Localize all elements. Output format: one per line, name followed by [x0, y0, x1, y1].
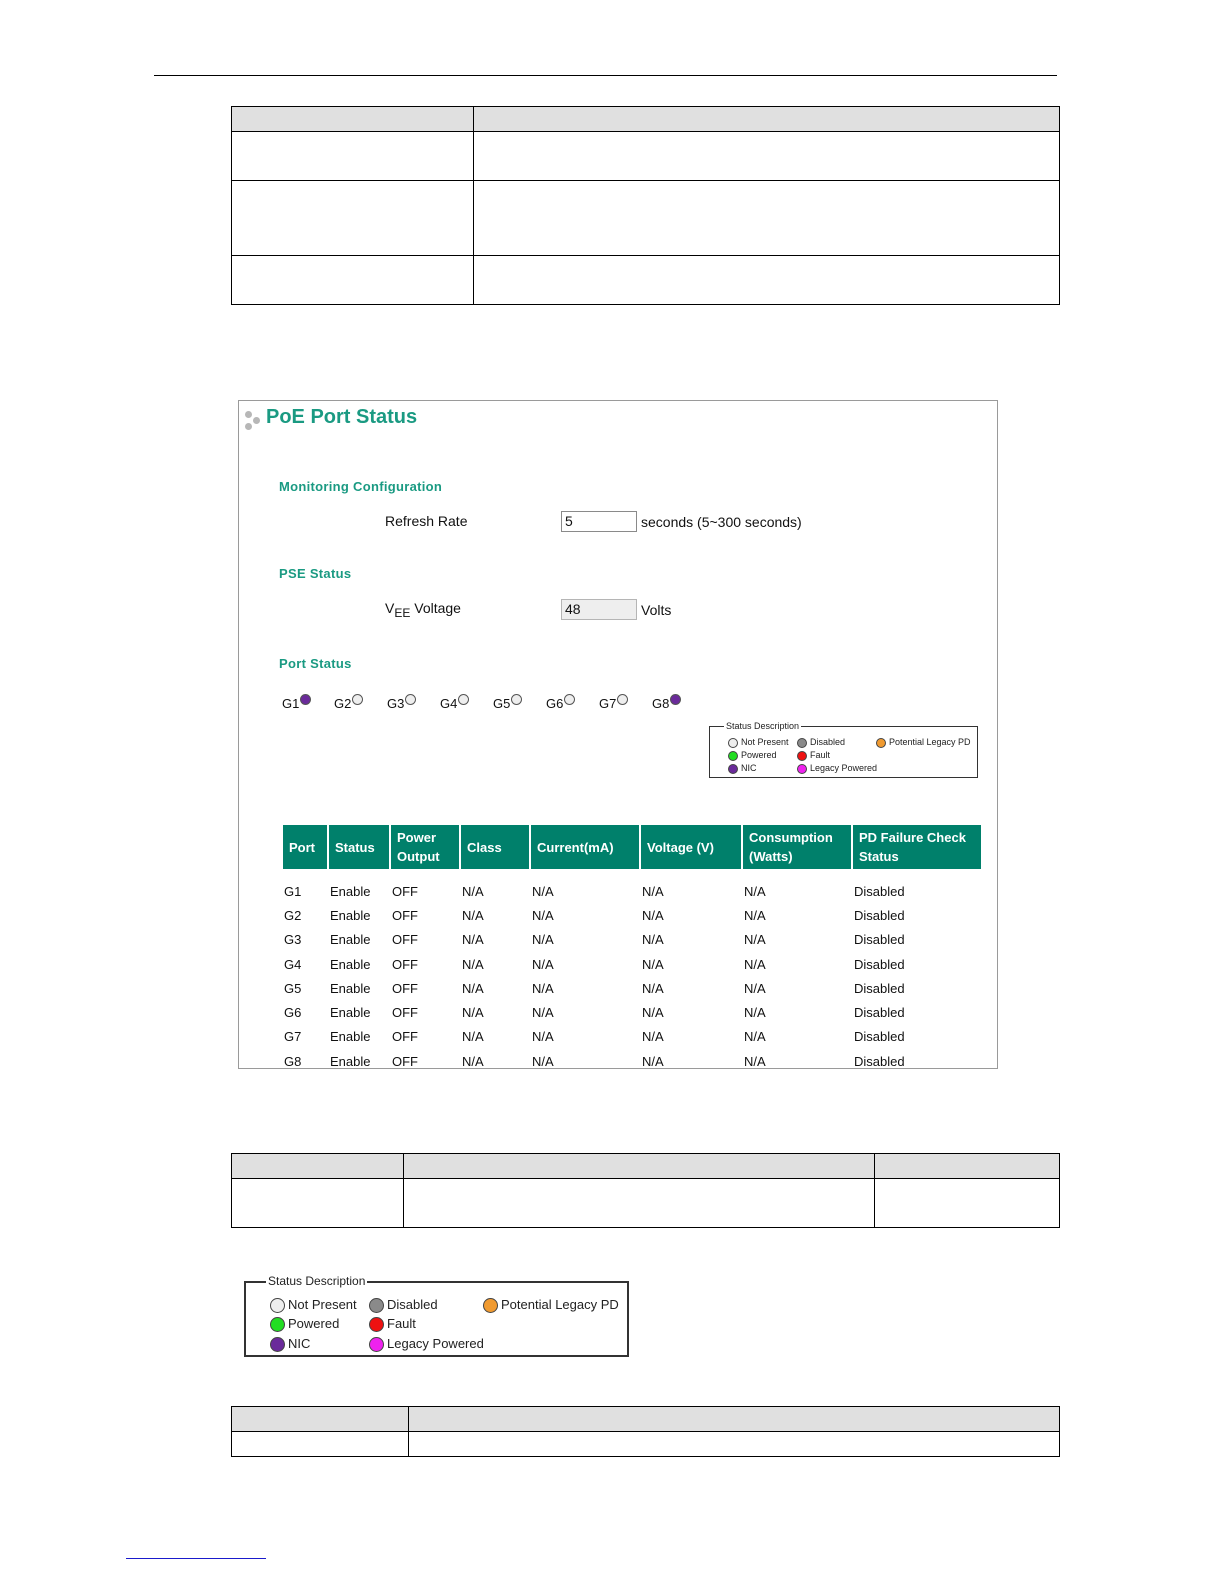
column-header-current-ma: Current(mA) [531, 825, 639, 869]
table-row [283, 1049, 981, 1069]
nic-dot-icon [270, 1337, 285, 1352]
legacy-powered-dot-icon [797, 764, 807, 774]
table-cell: N/A [462, 1053, 484, 1069]
vee-voltage-label [385, 600, 461, 620]
status-circle-icon [670, 694, 681, 705]
not-present-dot-icon [270, 1298, 285, 1313]
port-indicator-g2[interactable]: G2 [334, 694, 363, 711]
table-cell: N/A [642, 1029, 664, 1045]
refresh-rate-input[interactable]: 5 [561, 511, 637, 532]
table-cell: N/A [462, 907, 484, 923]
status-circle-icon [300, 694, 311, 705]
doc-table-cell [474, 256, 1060, 305]
table-cell: OFF [392, 932, 418, 948]
table-cell: Disabled [854, 1005, 905, 1021]
table-cell: Enable [330, 932, 371, 948]
table-cell: N/A [532, 956, 554, 972]
table-cell: OFF [392, 907, 418, 923]
doc-table-header-cell [409, 1407, 1060, 1432]
table-cell: N/A [462, 883, 484, 899]
doc-table-cell [474, 181, 1060, 256]
status-description-legend [244, 1274, 629, 1357]
column-header-voltage-v: Voltage (V) [641, 825, 741, 869]
vee-voltage-unit: Volts [641, 602, 672, 618]
table-cell: N/A [744, 980, 766, 996]
table-cell: N/A [642, 1005, 664, 1021]
table-cell: N/A [744, 907, 766, 923]
status-circle-icon [617, 694, 628, 705]
table-cell: N/A [532, 883, 554, 899]
legacy-powered-dot-icon [369, 1337, 384, 1352]
table-cell: N/A [744, 956, 766, 972]
table-cell: Enable [330, 980, 371, 996]
powered-dot-icon [270, 1317, 285, 1332]
table-cell: N/A [642, 907, 664, 923]
table-cell: N/A [744, 883, 766, 899]
table-cell: G6 [284, 1005, 302, 1021]
refresh-rate-suffix: seconds (5~300 seconds) [641, 514, 802, 530]
port-indicator-g1[interactable]: G1 [282, 694, 311, 711]
column-header-consumption-watts: Consumption (Watts) [743, 825, 851, 869]
legend-item-fault: Fault [797, 750, 830, 761]
doc-table-cell [232, 181, 474, 256]
table-cell: N/A [642, 883, 664, 899]
disabled-dot-icon [369, 1298, 384, 1313]
table-cell: N/A [744, 1053, 766, 1069]
table-cell: Disabled [854, 883, 905, 899]
table-cell: G1 [284, 883, 302, 899]
table-cell: N/A [642, 932, 664, 948]
legend-item-potential-legacy-pd: Potential Legacy PD [876, 737, 971, 748]
doc-table-cell [875, 1179, 1060, 1228]
port-status-indicators [282, 694, 702, 716]
page-title: PoE Port Status [266, 406, 418, 428]
status-circle-icon [352, 694, 363, 705]
legend-item-fault: Fault [369, 1316, 416, 1332]
table-spacer-row [283, 869, 981, 879]
title-dots-icon [245, 411, 265, 431]
doc-table-middle [231, 1153, 1060, 1228]
status-circle-icon [564, 694, 575, 705]
table-cell: N/A [642, 956, 664, 972]
poe-port-status-panel [238, 400, 998, 1069]
table-cell: Disabled [854, 956, 905, 972]
table-cell: Enable [330, 1029, 371, 1045]
doc-table-cell [474, 132, 1060, 181]
table-cell: Disabled [854, 980, 905, 996]
legend-item-powered: Powered [270, 1316, 339, 1332]
table-cell: Enable [330, 883, 371, 899]
doc-table-header-cell [404, 1154, 875, 1179]
table-row [283, 952, 981, 976]
table-cell: N/A [744, 932, 766, 948]
vee-voltage-field: 48 [561, 599, 637, 620]
table-cell: G7 [284, 1029, 302, 1045]
table-row [283, 1025, 981, 1049]
doc-table-cell [409, 1432, 1060, 1457]
fault-dot-icon [797, 751, 807, 761]
doc-table-top [231, 106, 1060, 305]
table-cell: OFF [392, 1029, 418, 1045]
legend-item-legacy-powered: Legacy Powered [797, 763, 877, 774]
doc-table-cell [404, 1179, 875, 1228]
column-header-power-output: Power Output [391, 825, 459, 869]
port-indicator-g4[interactable]: G4 [440, 694, 469, 711]
table-cell: N/A [532, 1053, 554, 1069]
table-cell: OFF [392, 956, 418, 972]
table-cell: OFF [392, 883, 418, 899]
legend-item-disabled: Disabled [797, 737, 845, 748]
table-cell: OFF [392, 1053, 418, 1069]
legend-item-not-present: Not Present [728, 737, 789, 748]
section-title-port-status: Port Status [279, 656, 352, 671]
doc-table-header-cell [474, 107, 1060, 132]
table-row [283, 903, 981, 927]
vee-label-sub: EE [394, 606, 411, 620]
table-cell: N/A [462, 956, 484, 972]
fault-dot-icon [369, 1317, 384, 1332]
not-present-dot-icon [728, 738, 738, 748]
disabled-dot-icon [797, 738, 807, 748]
table-cell: Enable [330, 956, 371, 972]
table-cell: N/A [744, 1029, 766, 1045]
doc-table-header-cell [875, 1154, 1060, 1179]
port-indicator-g6[interactable]: G6 [546, 694, 575, 711]
potential-legacy-pd-dot-icon [876, 738, 886, 748]
doc-table-cell [232, 256, 474, 305]
section-title-pse: PSE Status [279, 566, 352, 581]
status-circle-icon [458, 694, 469, 705]
potential-legacy-pd-dot-icon [483, 1298, 498, 1313]
column-header-pd-failure-check-status: PD Failure Check Status [853, 825, 981, 869]
column-header-class: Class [461, 825, 529, 869]
doc-table-cell [232, 1432, 409, 1457]
table-cell: N/A [462, 1029, 484, 1045]
port-indicator-g7[interactable]: G7 [599, 694, 628, 711]
table-cell: OFF [392, 980, 418, 996]
nic-dot-icon [728, 764, 738, 774]
table-cell: N/A [532, 980, 554, 996]
status-description-legend-small [709, 721, 978, 778]
legend-item-not-present: Not Present [270, 1297, 357, 1313]
table-cell: G3 [284, 932, 302, 948]
table-cell: N/A [744, 1005, 766, 1021]
table-cell: G5 [284, 980, 302, 996]
table-cell: Enable [330, 1053, 371, 1069]
legend-title: Status Description [268, 1274, 366, 1288]
table-cell: N/A [462, 1005, 484, 1021]
table-spacer-cell [283, 869, 981, 879]
legend-item-disabled: Disabled [369, 1297, 438, 1313]
table-header-row [283, 825, 981, 869]
doc-table-cell [232, 1179, 404, 1228]
table-row [283, 1000, 981, 1024]
table-cell: N/A [532, 1005, 554, 1021]
table-row [283, 976, 981, 1000]
table-cell: N/A [642, 980, 664, 996]
status-circle-icon [405, 694, 416, 705]
legend-title: Status Description [726, 721, 800, 731]
table-row [283, 928, 981, 952]
legend-item-nic: NIC [270, 1336, 310, 1352]
table-cell: Enable [330, 1005, 371, 1021]
vee-label-rest: Voltage [410, 600, 461, 616]
table-cell: Enable [330, 907, 371, 923]
legend-item-potential-legacy-pd: Potential Legacy PD [483, 1297, 619, 1313]
doc-table-header-cell [232, 1407, 409, 1432]
column-header-status: Status [329, 825, 389, 869]
column-header-port: Port [283, 825, 327, 869]
legend-item-nic: NIC [728, 763, 757, 774]
doc-table-cell [232, 132, 474, 181]
refresh-rate-label: Refresh Rate [385, 513, 468, 529]
status-circle-icon [511, 694, 522, 705]
legend-item-legacy-powered: Legacy Powered [369, 1336, 484, 1352]
doc-table-bottom [231, 1406, 1060, 1457]
port-indicator-g8[interactable]: G8 [652, 694, 681, 711]
table-cell: Disabled [854, 1053, 905, 1069]
footer-link-rule [126, 1558, 266, 1559]
table-cell: Disabled [854, 932, 905, 948]
table-cell: N/A [462, 980, 484, 996]
port-indicator-g3[interactable]: G3 [387, 694, 416, 711]
powered-dot-icon [728, 751, 738, 761]
doc-table-header-cell [232, 1154, 404, 1179]
doc-table-header-cell [232, 107, 474, 132]
port-status-table [281, 825, 983, 1069]
table-cell: N/A [642, 1053, 664, 1069]
table-cell: Disabled [854, 1029, 905, 1045]
table-cell: N/A [532, 1029, 554, 1045]
table-row [283, 879, 981, 903]
table-cell: OFF [392, 1005, 418, 1021]
table-cell: G4 [284, 956, 302, 972]
section-title-monitoring: Monitoring Configuration [279, 479, 443, 494]
table-cell: N/A [532, 932, 554, 948]
port-indicator-g5[interactable]: G5 [493, 694, 522, 711]
table-cell: Disabled [854, 907, 905, 923]
table-cell: G8 [284, 1053, 302, 1069]
vee-label-main: V [385, 600, 395, 616]
table-cell: N/A [462, 932, 484, 948]
table-cell: N/A [532, 907, 554, 923]
table-cell: G2 [284, 907, 302, 923]
header-rule [154, 75, 1057, 76]
legend-item-powered: Powered [728, 750, 777, 761]
